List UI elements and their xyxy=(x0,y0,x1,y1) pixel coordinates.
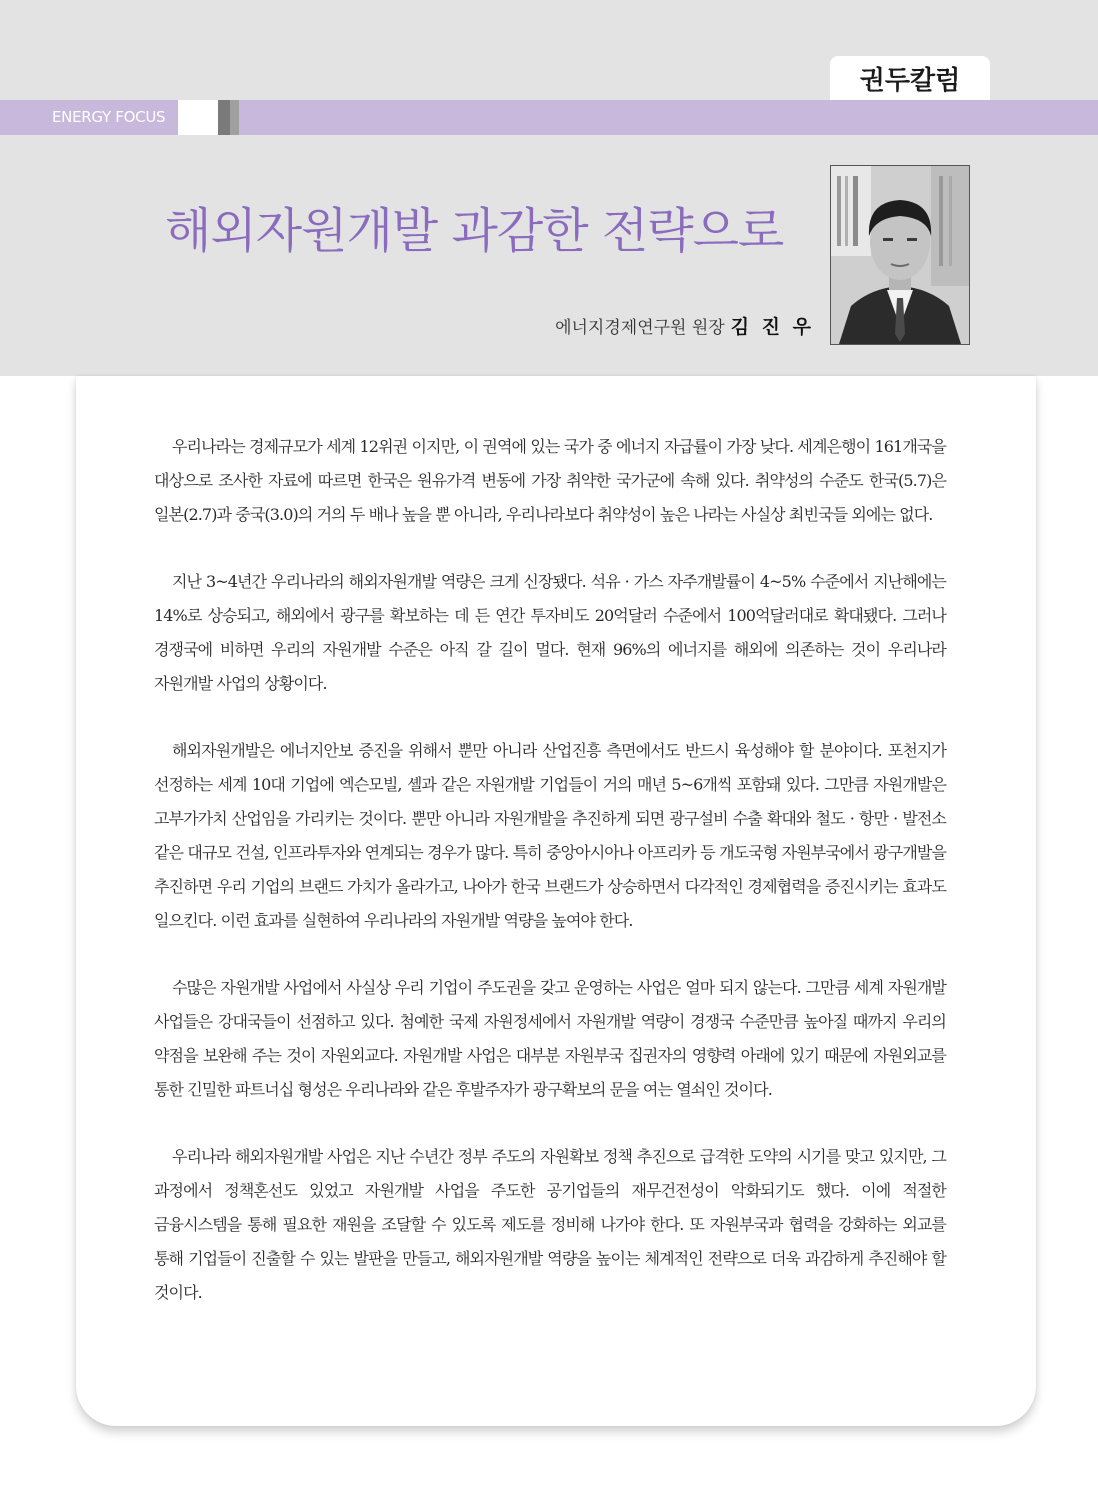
article-body xyxy=(154,430,946,1343)
stripe-accent-mid xyxy=(230,100,239,135)
byline-organization: 에너지경제연구원 원장 xyxy=(555,318,725,338)
article-paragraph: 우리나라 해외자원개발 사업은 지난 수년간 정부 주도의 자원확보 정책 추진으로 급격한 도약의 시기를 맞고 있지만, 그 과정에서 정책혼선도 있었고 자원개발 사업을 주도한 공기업들의 재무건전성이 악화되기도 했다. 이에 적절한 금융시스템을 통해 필요한 재원을 조달할 수 있도록 제도를 정비해 나가야 한다. 또 자원부국과 협력을 강화하는 외교를 통해 기업들이 진출할 수 있는 발판을 만들고, 해외자원개발 역량을 높이는 체계적인 전략으로 더욱 과감하게 추진해야 할 것이다. xyxy=(154,1147,946,1302)
page-title: 해외자원개발 과감한 전략으로 xyxy=(165,203,784,259)
section-label: ENERGY FOCUS xyxy=(52,108,166,126)
article-paragraph: 수많은 자원개발 사업에서 사실상 우리 기업이 주도권을 갖고 운영하는 사업은 얼마 되지 않는다. 그만큼 세계 자원개발 사업들은 강대국들이 선점하고 있다. 첨예한 국제 자원정세에서 자원개발 역량이 경쟁국 수준만큼 높아질 때까지 우리의 약점을 보완해 주는 것이 자원외교다. 자원개발 사업은 대부분 자원부국 집권자의 영향력 아래에 있기 때문에 자원외교를 통한 긴밀한 파트너십 형성은 우리나라와 같은 후발주자가 광구확보의 문을 여는 열쇠인 것이다. xyxy=(154,978,946,1099)
stripe-accent-dark xyxy=(218,100,230,135)
author-photo xyxy=(830,165,970,345)
byline xyxy=(555,312,814,339)
article-paragraph: 우리나라는 경제규모가 세계 12위권 이지만, 이 권역에 있는 국가 중 에너지 자급률이 가장 낮다. 세계은행이 161개국을 대상으로 조사한 자료에 따르면 한국은 원유가격 변동에 가장 취약한 국가군에 속해 있다. 취약성의 수준도 한국(5.7)은 일본(2.7)과 중국(3.0)의 거의 두 배나 높을 뿐 아니라, 우리나라보다 취약성이 높은 나라는 사실상 최빈국들 외에는 없다. xyxy=(154,437,946,524)
author-name: 김 진 우 xyxy=(730,316,814,338)
stripe-accent-white xyxy=(178,100,218,135)
article-paragraph: 해외자원개발은 에너지안보 증진을 위해서 뿐만 아니라 산업진흥 측면에서도 반드시 육성해야 할 분야이다. 포천지가 선정하는 세계 10대 기업에 엑슨모빌, 셸과 같은 자원개발 기업들이 거의 매년 5~6개씩 포함돼 있다. 그만큼 자원개발은 고부가가치 산업임을 가리키는 것이다. 뿐만 아니라 자원개발을 추진하게 되면 광구설비 수출 확대와 철도 · 항만 · 발전소 같은 대규모 건설, 인프라투자와 연계되는 경우가 많다. 특히 중앙아시아나 아프리카 등 개도국형 자원부국에서 광구개발을 추진하면 우리 기업의 브랜드 가치가 올라가고, 나아가 한국 브랜드가 상승하면서 다각적인 경제협력을 증진시키는 효과도 일으킨다. 이런 효과를 실현하여 우리나라의 자원개발 역량을 높여야 한다. xyxy=(154,741,946,930)
column-tab: 권두칼럼 xyxy=(830,56,990,100)
article-paragraph: 지난 3~4년간 우리나라의 해외자원개발 역량은 크게 신장됐다. 석유 · 가스 자주개발률이 4~5% 수준에서 지난해에는 14%로 상승되고, 해외에서 광구를 확보하는 데 든 연간 투자비도 20억달러 수준에서 100억달러대로 확대됐다. 그러나 경쟁국에 비하면 우리의 자원개발 수준은 아직 갈 길이 멀다. 현재 96%의 에너지를 해외에 의존하는 것이 우리나라 자원개발 사업의 상황이다. xyxy=(154,572,946,693)
